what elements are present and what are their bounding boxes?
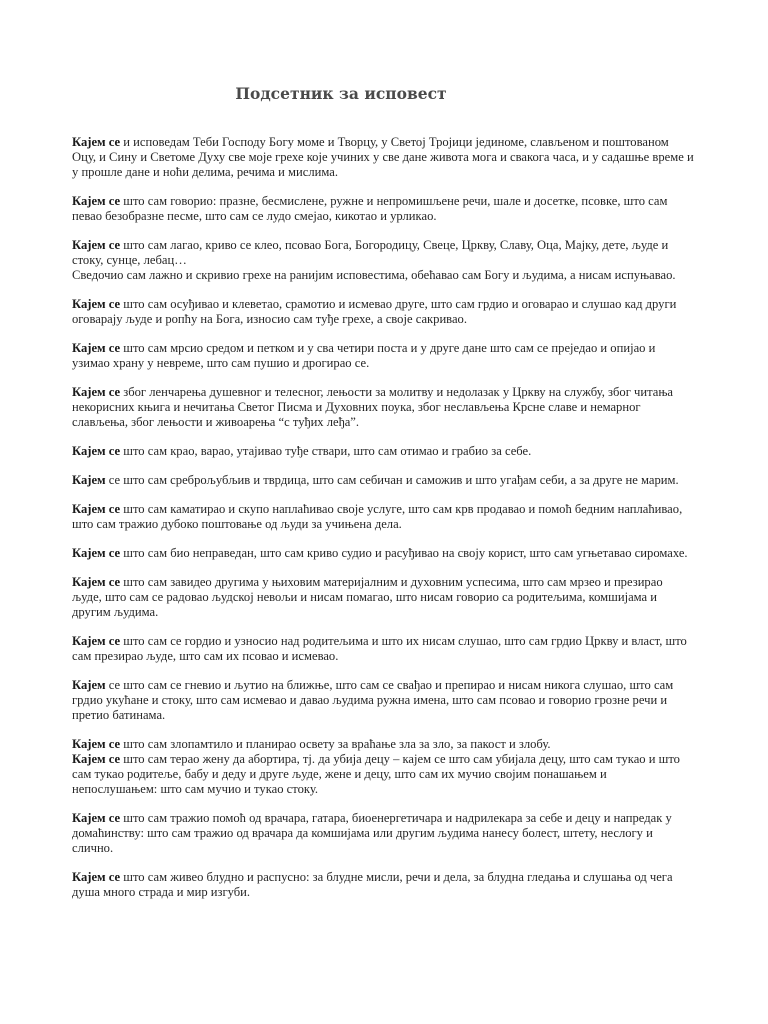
- paragraph-text: што сам осуђивао и клеветао, срамотио и исмевао друге, што сам грдио и оговарао и слушао кад други оговарају људе и ропћу на Бога, износио сам туђе грехе, а своје сакривао.: [72, 297, 677, 326]
- paragraph-lead: Кајем се: [72, 752, 121, 766]
- paragraph-text: и исповедам Теби Господу Богу моме и Творцу, у Светој Тројици јединоме, слављеном и поштованом Оцу, и Сину и Светоме Духу све моје грехе које учиних у све дане живота мога и свакога часа, и у садашње време и у прошле дане и ноћи делима, речима и мислима.: [72, 135, 694, 179]
- paragraph-lead: Кајем се: [72, 194, 121, 208]
- paragraph-text: се што сам среброљубљив и тврдица, што сам себичан и саможив и што угађам себи, а за друге не марим.: [105, 473, 679, 487]
- paragraph: [72, 752, 694, 797]
- paragraph-text: што сам мрсио средом и петком и у сва четири поста и у друге дане што сам се преједао и опијао и узимао храну у невреме, што сам пушио и дрогирао се.: [72, 341, 656, 370]
- paragraph: [72, 502, 694, 532]
- paragraph: [72, 135, 694, 180]
- paragraph-lead: Кајем се: [72, 634, 121, 648]
- paragraph: [72, 297, 694, 327]
- paragraph: [72, 194, 694, 224]
- paragraph: [72, 238, 694, 268]
- paragraph-lead: Кајем се: [72, 297, 121, 311]
- paragraph-text: се што сам се гневио и љутио на ближње, што сам се свађао и препирао и нисам никога слушао, што сам грдио укућане и стоку, што сам исмевао и давао људима ружна имена, што сам псовао и говорио грозне речи и претио батинама.: [72, 678, 674, 722]
- paragraph: [72, 341, 694, 371]
- paragraph-text: што сам каматирао и скупо наплаћивао своје услуге, што сам крв продавао и помоћ бедним наплаћивао, што сам тражио дубоко поштовање од људи за учињена дела.: [72, 502, 683, 531]
- paragraph-text: што сам тражио помоћ од врачара, гатара, биоенергетичара и надрилекара за себе и децу и напредак у домаћинству: што сам тражио од врачара да комшијама или другим људима нанесу болест, штету, неслогу и слично.: [72, 811, 672, 855]
- paragraph: [72, 737, 694, 752]
- document-body: [72, 135, 694, 900]
- paragraph-lead: Кајем: [72, 473, 106, 487]
- paragraph-lead: Кајем се: [72, 737, 121, 751]
- paragraph-lead: Кајем се: [72, 575, 121, 589]
- paragraph-lead: Кајем се: [72, 135, 121, 149]
- paragraph-lead: Кајем се: [72, 341, 121, 355]
- paragraph: [72, 678, 694, 723]
- paragraph-text: што сам злопамтило и планирао освету за враћање зла за зло, за пакост и злобу.: [120, 737, 551, 751]
- paragraph-text: што сам завидео другима у њиховим материјалним и духовним успесима, што сам мрзео и презирао људе, што сам се радовао људској невољи и нисам помагао, што нисам говорио са родитељима, комшијама и другим људима.: [72, 575, 663, 619]
- paragraph: [72, 268, 694, 283]
- paragraph-lead: Кајем се: [72, 385, 121, 399]
- paragraph: [72, 575, 694, 620]
- paragraph-text: што сам живео блудно и распусно: за блудне мисли, речи и дела, за блудна гледања и слушања од чега душа много страда и мир изгуби.: [72, 870, 673, 899]
- paragraph: [72, 444, 694, 459]
- paragraph: [72, 634, 694, 664]
- paragraph-lead: Кајем: [72, 678, 106, 692]
- paragraph-text: што сам говорио: празне, бесмислене, ружне и непромишљене речи, шале и досетке, псовке, што сам певао безобразне песме, што сам се лудо смејао, кикотао и урликао.: [72, 194, 668, 223]
- paragraph: [72, 385, 694, 430]
- paragraph-text: што сам крао, варао, утајивао туђе ствари, што сам отимао и грабио за себе.: [120, 444, 532, 458]
- paragraph-lead: Кајем се: [72, 811, 121, 825]
- paragraph: [72, 811, 694, 856]
- paragraph: [72, 870, 694, 900]
- paragraph-lead: Кајем се: [72, 238, 121, 252]
- paragraph-lead: Кајем се: [72, 870, 121, 884]
- document-title: Подсетник за исповест: [235, 84, 447, 103]
- paragraph-lead: Кајем се: [72, 502, 121, 516]
- paragraph-text: што сам терао жену да абортира, тј. да убија децу – кајем се што сам убијала децу, што сам тукао и што сам тукао родитеље, бабу и деду и друге људе, жене и децу, што сам их мучио својим понашањем и непослушањем: што сам мучио и тукао стоку.: [72, 752, 680, 796]
- paragraph-text: Сведочио сам лажно и скривио грехе на ранијим исповестима, обећавао сам Богу и људима, а нисам испуњавао.: [72, 268, 676, 282]
- paragraph-text: што сам се гордио и узносио над родитељима и што их нисам слушао, што сам грдио Цркву и власт, што сам презирао људе, што сам их псовао и исмевао.: [72, 634, 687, 663]
- paragraph: [72, 546, 694, 561]
- paragraph: [72, 473, 694, 488]
- paragraph-text: што сам био неправедан, што сам криво судио и расуђивао на своју корист, што сам угњетавао сиромахе.: [120, 546, 688, 560]
- paragraph-lead: Кајем се: [72, 444, 121, 458]
- paragraph-text: због ленчарења душевног и телесног, лењости за молитву и недолазак у Цркву на службу, због читања некорисних књига и нечитања Светог Писма и Духовних поука, због неслављења Крсне славе и немарног слављења, због лењости и живоарења “с туђих леђа”.: [72, 385, 674, 429]
- paragraph-text: што сам лагао, криво се клео, псовао Бога, Богородицу, Свеце, Цркву, Славу, Оца, Мајку, дете, људе и стоку, сунце, лебац…: [72, 238, 669, 267]
- paragraph-lead: Кајем се: [72, 546, 121, 560]
